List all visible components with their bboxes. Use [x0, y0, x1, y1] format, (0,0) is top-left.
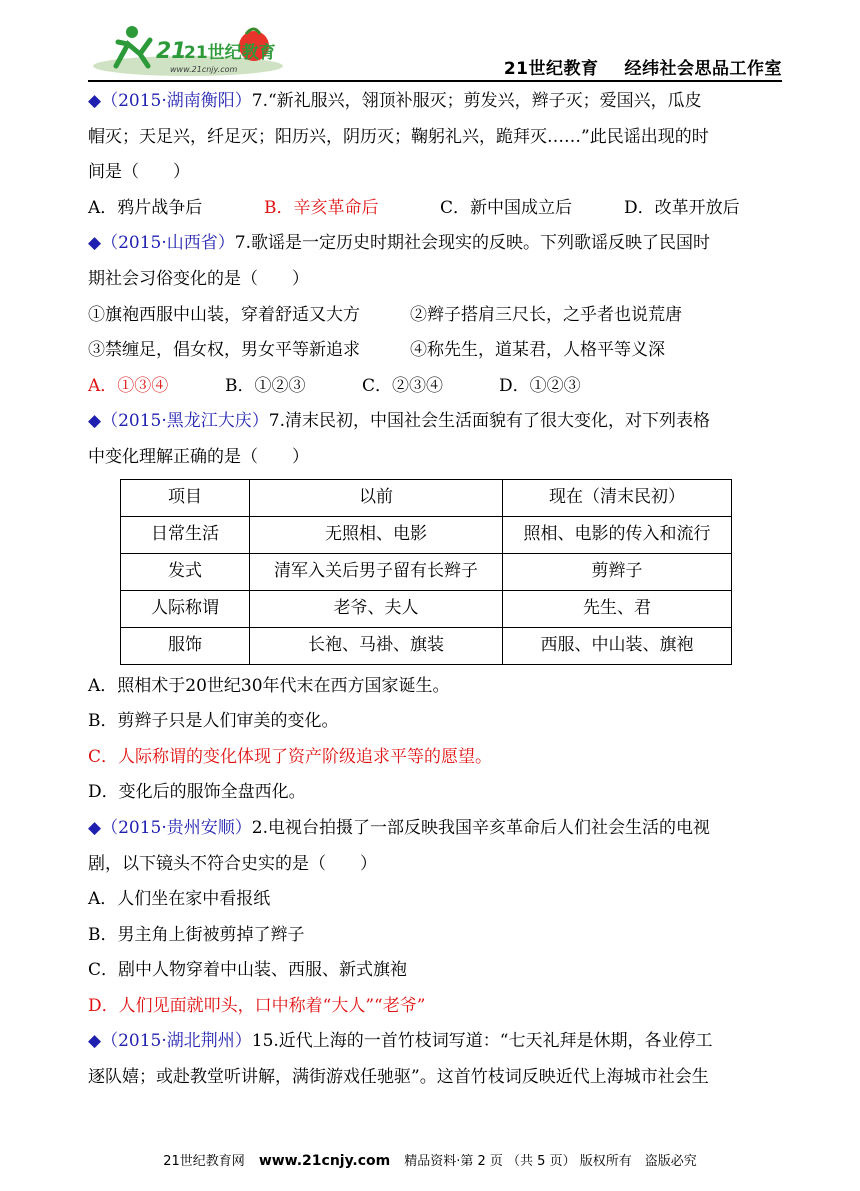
table-cell: 西服、中山装、旗袍 — [503, 627, 732, 664]
table-cell: 服饰 — [121, 627, 250, 664]
option-b: B．①②③ — [225, 375, 306, 396]
question-2-options — [88, 369, 778, 405]
diamond-bullet-icon: ◆ — [88, 411, 102, 432]
table-cell: 老爷、夫人 — [250, 590, 503, 627]
table-cell: 剪辫子 — [503, 553, 732, 590]
svg-text:21: 21 — [156, 39, 187, 64]
question-source: （2015·湖南衡阳） — [101, 91, 252, 111]
table-row — [121, 553, 732, 590]
question-2-items-row1 — [88, 298, 778, 334]
table-cell: 发式 — [121, 553, 250, 590]
page-footer — [0, 1150, 860, 1169]
option-d: D．改革开放后 — [624, 197, 740, 218]
header-title — [478, 54, 782, 79]
option-c: C．新中国成立后 — [440, 197, 573, 218]
table-row — [121, 627, 732, 664]
table-header-cell: 项目 — [121, 479, 250, 516]
question-5-line1 — [88, 1024, 778, 1060]
table-header-row — [121, 479, 732, 516]
table-cell: 日常生活 — [121, 516, 250, 553]
question-text: 2.电视台拍摄了一部反映我国辛亥革命后人们社会生活的电视 — [251, 817, 710, 838]
option-d: D．变化后的服饰全盘西化。 — [88, 782, 306, 803]
option-a: A．鸦片战争后 — [88, 197, 203, 218]
question-text: 7.“新礼服兴，翎顶补服灭；剪发兴，辫子灭；爱国兴，瓜皮 — [251, 91, 702, 111]
table-cell: 先生、君 — [503, 590, 732, 627]
diamond-bullet-icon: ◆ — [88, 233, 102, 254]
footer-url-link[interactable]: www.21cnjy.com — [258, 1153, 391, 1169]
statement-2: ②辫子搭肩三尺长，之乎者也说荒唐 — [410, 304, 682, 325]
table-header-cell: 现在（清末民初） — [503, 479, 732, 516]
header-studio: 经纬社会思品工作室 — [624, 59, 782, 79]
option-a-answer: A．①③④ — [88, 375, 169, 396]
document-body — [88, 84, 778, 1096]
diamond-bullet-icon: ◆ — [88, 91, 102, 111]
table-cell: 无照相、电影 — [250, 516, 503, 553]
table-cell: 长袍、马褂、旗装 — [250, 627, 503, 664]
comparison-table — [120, 479, 732, 665]
option-c: C．剧中人物穿着中山装、西服、新式旗袍 — [88, 960, 408, 981]
svg-text:21世纪教育: 21世纪教育 — [184, 43, 276, 63]
footer-page-info: 精品资料·第 2 页 （共 5 页） 版权所有 盗版必究 — [404, 1154, 697, 1169]
question-3-line2: 中变化理解正确的是（ ） — [88, 446, 309, 467]
question-2-line2: 期社会习俗变化的是（ ） — [88, 268, 309, 289]
question-text: 15.近代上海的一首竹枝词写道：“七天礼拜是休期，各业停工 — [251, 1031, 713, 1052]
statement-3: ③禁缠足，倡女权，男女平等新追求 — [88, 340, 360, 361]
svg-text:www.21cnjy.com: www.21cnjy.com — [170, 65, 238, 74]
question-2-line1 — [88, 226, 778, 262]
option-c: C．②③④ — [362, 375, 444, 396]
table-cell: 人际称谓 — [121, 590, 250, 627]
option-a: A．人们坐在家中看报纸 — [88, 889, 271, 910]
question-1-line3: 间是（ ） — [88, 162, 190, 183]
question-2-items-row2 — [88, 333, 778, 369]
diamond-bullet-icon: ◆ — [88, 1031, 102, 1052]
question-text: 7.清末民初，中国社会生活面貌有了很大变化，对下列表格 — [268, 411, 710, 432]
question-text: 7.歌谣是一定历史时期社会现实的反映。下列歌谣反映了民国时 — [234, 233, 710, 254]
statement-1: ①旗袍西服中山装，穿着舒适又大方 — [88, 304, 360, 325]
question-1-line2: 帽灭；天足兴，纤足灭；阳历兴，阴历灭；鞠躬礼兴，跪拜灭……”此民谣出现的时 — [88, 126, 709, 147]
question-4-line1 — [88, 811, 778, 847]
question-5-line2: 逐队嬉；或赴教堂听讲解，满街游戏任驰驱”。这首竹枝词反映近代上海城市社会生 — [88, 1067, 709, 1088]
option-b-answer: B．辛亥革命后 — [264, 197, 379, 218]
option-c-answer: C．人际称谓的变化体现了资产阶级追求平等的愿望。 — [88, 746, 493, 767]
question-3-line1 — [88, 404, 778, 440]
question-source: （2015·贵州安顺） — [101, 817, 252, 838]
question-4-line2: 剧，以下镜头不符合史实的是（ ） — [88, 853, 377, 874]
table-row — [121, 516, 732, 553]
question-1-options — [88, 191, 778, 227]
question-1-line1 — [88, 84, 778, 120]
table-cell: 照相、电影的传入和流行 — [503, 516, 732, 553]
table-cell: 清军入关后男子留有长辫子 — [250, 553, 503, 590]
logo-21cnjy-icon — [88, 14, 288, 80]
option-a: A．照相术于20世纪30年代末在西方国家诞生。 — [88, 675, 450, 696]
header-brand: 21世纪教育 — [503, 59, 599, 79]
option-d: D．①②③ — [499, 375, 581, 396]
option-d-answer: D．人们见面就叩头，口中称着“大人”“老爷” — [88, 995, 426, 1016]
question-source: （2015·山西省） — [101, 233, 235, 254]
option-b: B．剪辫子只是人们审美的变化。 — [88, 711, 339, 732]
option-b: B．男主角上街被剪掉了辫子 — [88, 924, 305, 945]
table-row — [121, 590, 732, 627]
statement-4: ④称先生，道某君，人格平等义深 — [410, 340, 665, 361]
diamond-bullet-icon: ◆ — [88, 817, 102, 838]
question-source: （2015·黑龙江大庆） — [101, 411, 269, 432]
question-source: （2015·湖北荆州） — [101, 1031, 252, 1052]
table-header-cell: 以前 — [250, 479, 503, 516]
header-divider — [88, 80, 782, 82]
footer-site-name: 21世纪教育网 — [163, 1154, 245, 1169]
